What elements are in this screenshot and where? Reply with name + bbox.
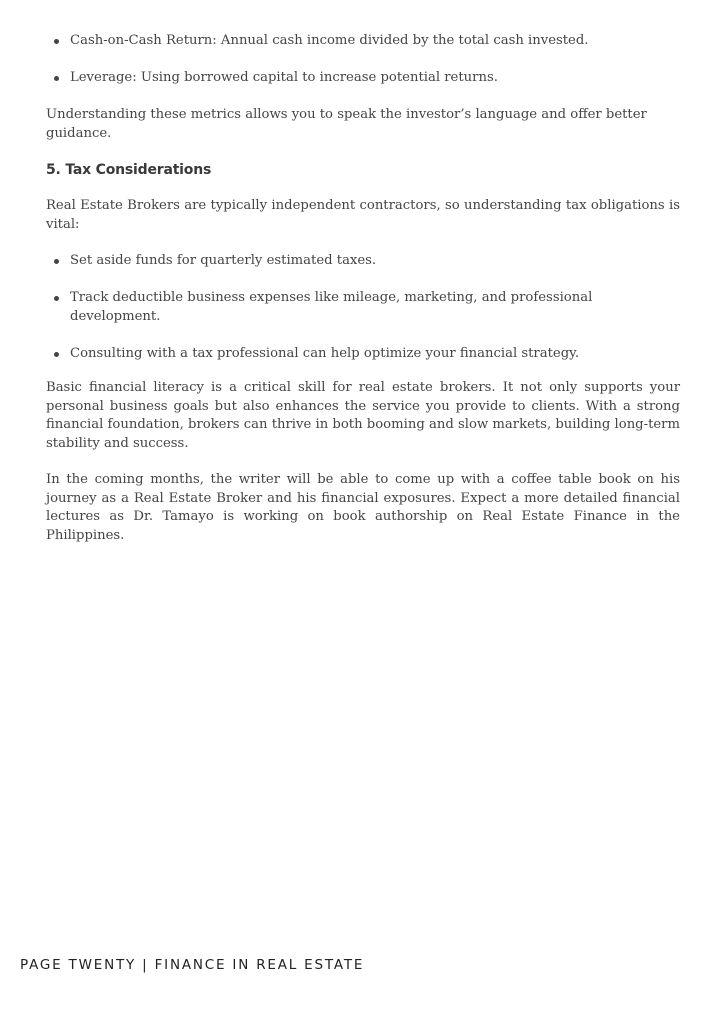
conclusion-paragraph: Basic financial literacy is a critical skill for real estate brokers. It not only supports your personal business goals but also enhances the service you provide to clients. With a strong financial foundation, brokers can thrive in both booming and slow markets, building long-term stability and success.: [46, 380, 680, 451]
tax-bullet-list: [46, 252, 680, 363]
page-footer: PAGE TWENTY | FINANCE IN REAL ESTATE: [20, 957, 365, 973]
list-item: [46, 69, 680, 88]
list-item-text: Leverage: Using borrowed capital to increase potential returns.: [70, 70, 498, 85]
list-item: [46, 345, 680, 364]
bullet-icon: [54, 259, 59, 264]
list-item-text: Consulting with a tax professional can help optimize your financial strategy.: [70, 345, 580, 361]
list-item: [46, 32, 680, 51]
bullet-icon: [54, 76, 59, 81]
metrics-bullet-list: [46, 32, 680, 88]
list-item-text: Cash-on-Cash Return: Annual cash income divided by the total cash invested.: [70, 33, 589, 48]
bullet-icon: [54, 352, 59, 357]
bullet-icon: [54, 39, 59, 44]
list-item: [46, 252, 680, 271]
closing-paragraph: In the coming months, the writer will be able to come up with a coffee table book on his journey as a Real Estate Broker and his financial exposures. Expect a more detailed financial lectures as Dr. Tamayo is working on book authorship on Real Estate Finance in the Philippines.: [46, 472, 680, 543]
tax-intro-paragraph: Real Estate Brokers are typically independent contractors, so understanding tax obligations is vital:: [46, 198, 680, 232]
list-item-text: Set aside funds for quarterly estimated taxes.: [70, 253, 377, 268]
list-item-text: Track deductible business expenses like mileage, marketing, and professional development.: [70, 290, 593, 324]
section-heading: 5. Tax Considerations: [46, 162, 212, 178]
page-content: [46, 32, 680, 563]
bullet-icon: [54, 296, 59, 301]
list-item: [46, 289, 680, 326]
metrics-closing-paragraph: Understanding these metrics allows you to speak the investor’s language and offer better guidance.: [46, 107, 647, 141]
